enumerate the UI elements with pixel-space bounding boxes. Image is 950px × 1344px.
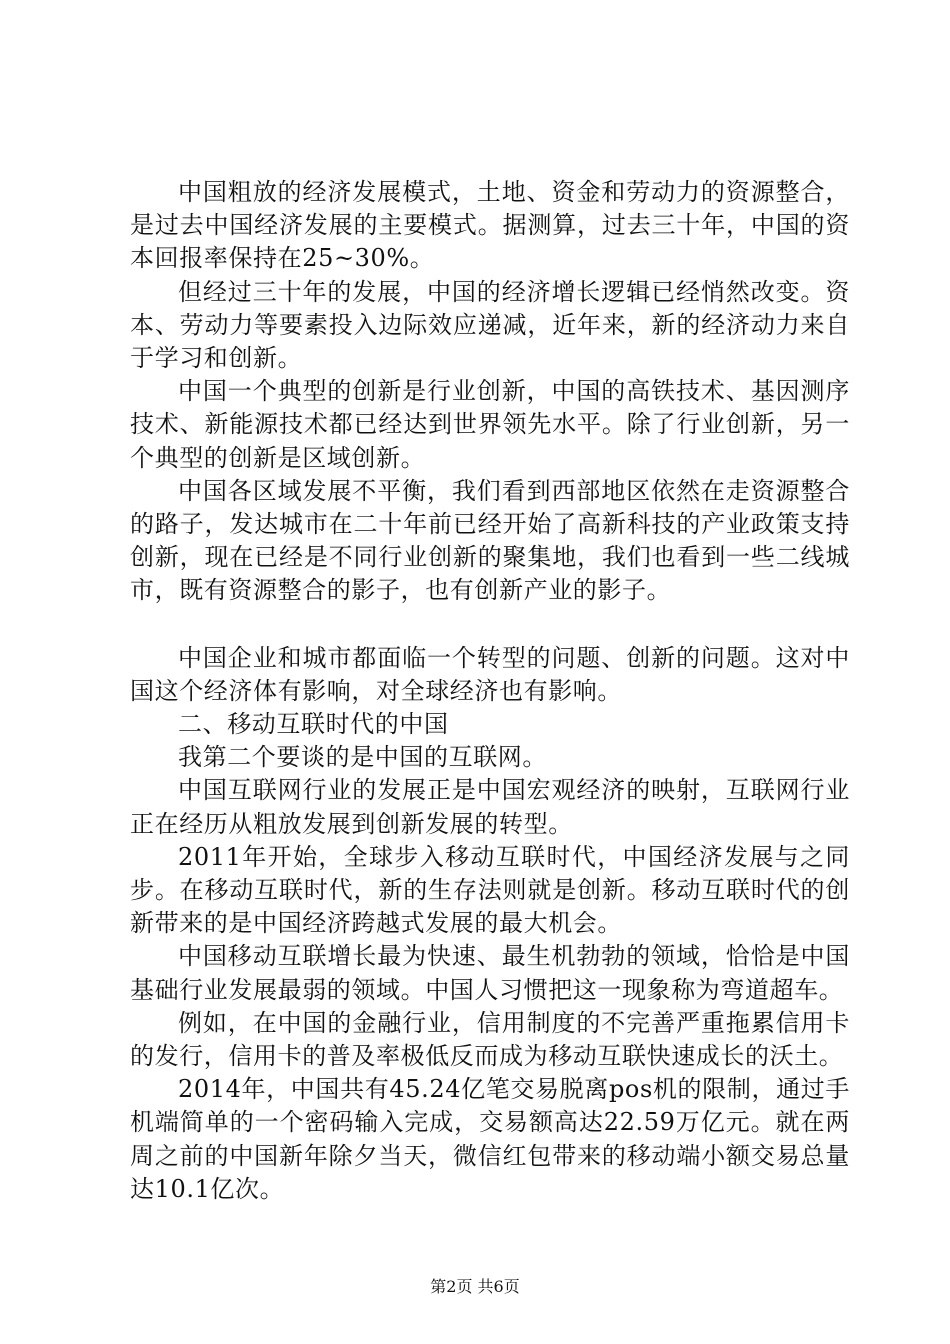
paragraph-3: 中国一个典型的创新是行业创新，中国的高铁技术、基因测序技术、新能源技术都已经达到世界领先水平。除了行业创新，另一个典型的创新是区域创新。 [130, 377, 850, 472]
paragraph-8: 2011年开始，全球步入移动互联时代，中国经济发展与之同步。在移动互联时代，新的生存法则就是创新。移动互联时代的创新带来的是中国经济跨越式发展的最大机会。 [130, 842, 850, 938]
paragraph-1: 中国粗放的经济发展模式，土地、资金和劳动力的资源整合，是过去中国经济发展的主要模式。据测算，过去三十年，中国的资本回报率保持在25~30%。 [130, 178, 850, 273]
paragraph-2: 但经过三十年的发展，中国的经济增长逻辑已经悄然改变。资本、劳动力等要素投入边际效应递减，近年来，新的经济动力来自于学习和创新。 [130, 277, 850, 373]
paragraph-11: 2014年，中国共有45.24亿笔交易脱离pos机的限制，通过手机端简单的一个密码输入完成，交易额高达22.59万亿元。就在两周之前的中国新年除夕当天，微信红包带来的移动端小额交易总量达10.1亿次。 [130, 1075, 850, 1203]
page-number-footer: 第2页 共6页 [430, 1277, 520, 1296]
paragraph-9: 中国移动互联增长最为快速、最生机勃勃的领域，恰恰是中国基础行业发展最弱的领域。中国人习惯把这一现象称为弯道超车。 [130, 942, 850, 1004]
paragraph-6: 我第二个要谈的是中国的互联网。 [178, 743, 547, 772]
paragraph-5: 中国企业和城市都面临一个转型的问题、创新的问题。这对中国这个经济体有影响，对全球经济也有影响。 [130, 643, 850, 705]
document-body [130, 176, 850, 1206]
paragraph-10: 例如，在中国的金融行业，信用制度的不完善严重拖累信用卡的发行，信用卡的普及率极低反而成为移动互联快速成长的沃土。 [130, 1008, 850, 1071]
section-heading: 二、移动互联时代的中国 [178, 710, 449, 739]
paragraph-7: 中国互联网行业的发展正是中国宏观经济的映射，互联网行业正在经历从粗放发展到创新发展的转型。 [130, 776, 850, 838]
paragraph-4: 中国各区域发展不平衡，我们看到西部地区依然在走资源整合的路子，发达城市在二十年前已经开始了高新科技的产业政策支持创新，现在已经是不同行业创新的聚集地，我们也看到一些二线城市，既有资源整合的影子，也有创新产业的影子。 [130, 476, 850, 605]
